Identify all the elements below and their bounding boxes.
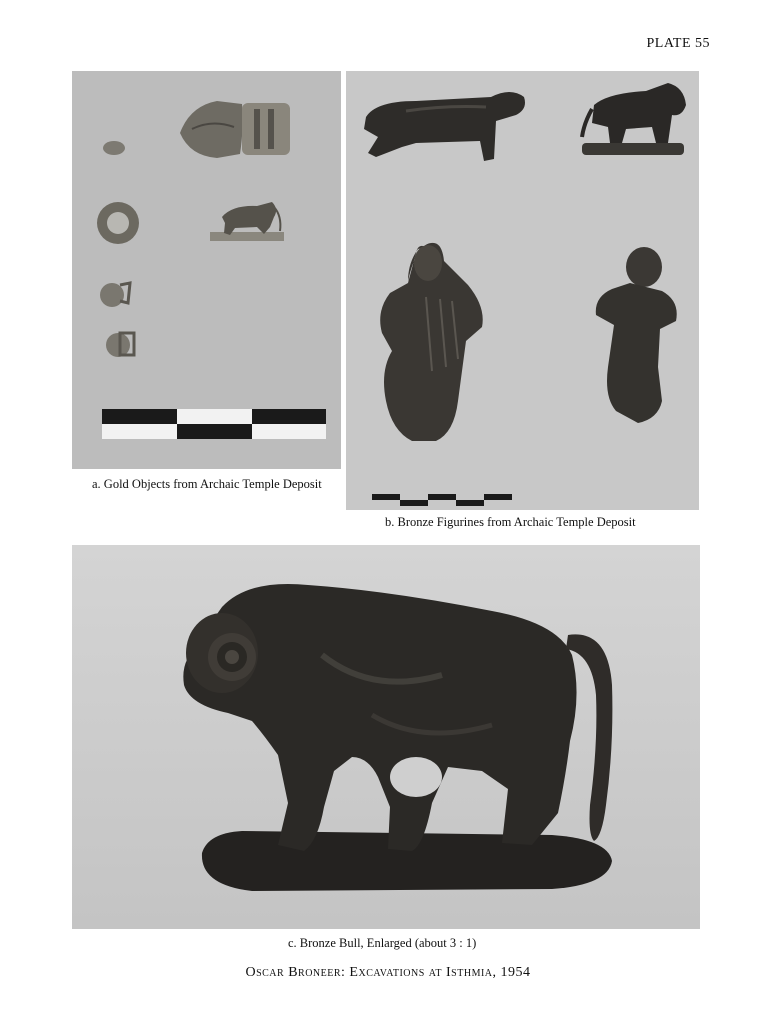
gold-ring: [97, 202, 139, 244]
gold-bead: [103, 141, 125, 155]
bronze-bull-illustration: [72, 545, 700, 929]
gold-objects-illustration: [72, 71, 341, 469]
photo-bronze-figurines: [346, 71, 699, 510]
bull-head: [186, 613, 258, 693]
caption-b: b. Bronze Figurines from Archaic Temple Deposit: [385, 515, 636, 529]
photo-bronze-bull-enlarged: [72, 545, 700, 929]
caption-c: c. Bronze Bull, Enlarged (about 3 : 1): [288, 936, 477, 950]
running-footer: Oscar Broneer: Excavations at Isthmia, 1954: [245, 965, 531, 980]
plate-number: PLATE 55: [646, 36, 710, 51]
scale-bar-a: [102, 409, 326, 439]
bronze-figurines-illustration: [346, 71, 699, 510]
caption-a: a. Gold Objects from Archaic Temple Deposit: [92, 477, 322, 491]
photo-gold-objects: [72, 71, 341, 469]
